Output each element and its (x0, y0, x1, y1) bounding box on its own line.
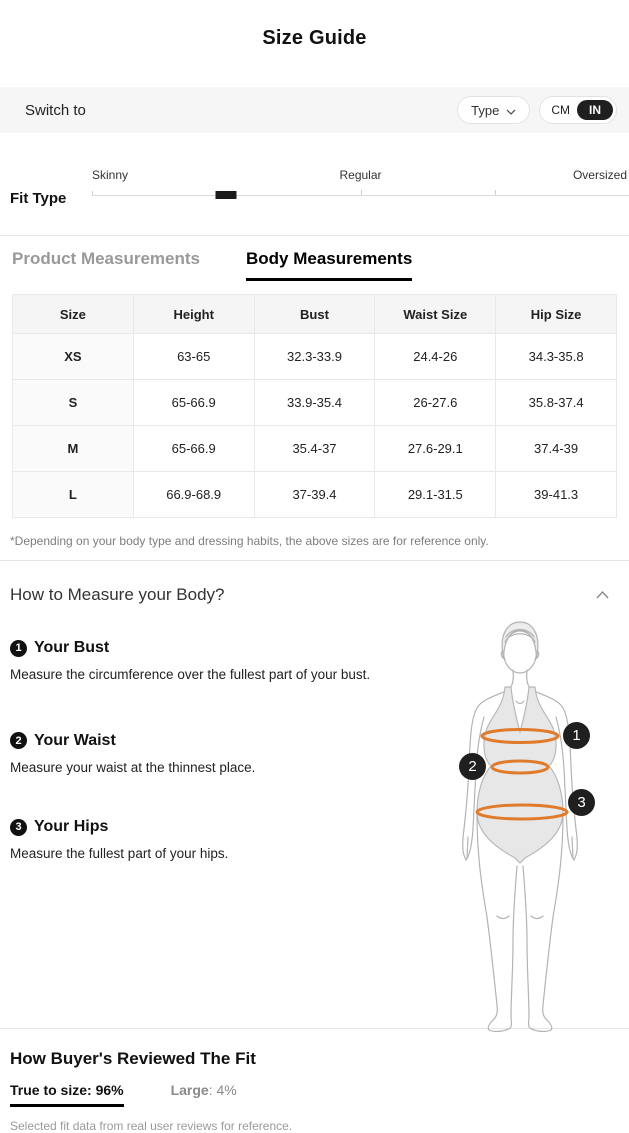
cell-value: 37-39.4 (254, 472, 375, 518)
size-table-header-row (13, 295, 617, 334)
cell-size: L (13, 472, 134, 518)
fit-option-regular[interactable]: Regular (339, 168, 382, 182)
measure-section-title: How to Measure your Body? (10, 585, 225, 604)
fit-type-slider-track[interactable] (92, 195, 629, 196)
step-number-badge: 1 (10, 640, 27, 657)
measure-item-description: Measure the circumference over the fullest part of your bust. (10, 667, 371, 682)
measure-section (0, 561, 629, 1028)
body-outline-drawing (420, 615, 620, 1035)
review-disclaimer: Selected fit data from real user reviews for reference. (10, 1119, 293, 1133)
cell-value: 37.4-39 (496, 426, 617, 472)
review-section-title: How Buyer's Reviewed The Fit (10, 1049, 256, 1068)
cell-value: 34.3-35.8 (496, 334, 617, 380)
body-figure-illustration (420, 615, 620, 1035)
measure-item-description: Measure the fullest part of your hips. (10, 846, 229, 862)
measure-item-title: Your Bust (34, 639, 110, 656)
fit-option-oversized[interactable]: Oversized (572, 168, 627, 182)
measure-item-title: Your Waist (34, 731, 116, 749)
stat-large-label: Large (170, 1082, 209, 1098)
switch-bar (0, 87, 629, 133)
cell-value: 39-41.3 (496, 472, 617, 518)
slider-tick (361, 190, 362, 195)
table-disclaimer: *Depending on your body type and dressing habits, the above sizes are for reference only. (10, 534, 489, 548)
measure-item-description: Measure your waist at the thinnest place. (10, 759, 256, 775)
fit-type-section (0, 168, 629, 208)
figure-badge-bust: 1 (563, 722, 590, 749)
review-section (0, 1049, 629, 1133)
type-dropdown-label: Type (471, 102, 500, 118)
unit-option-cm[interactable]: CM (551, 103, 570, 117)
figure-badge-hips: 3 (568, 789, 595, 816)
cell-value: 24.4-26 (375, 334, 496, 380)
cell-value: 32.3-33.9 (254, 334, 375, 380)
measurement-tabs (0, 236, 629, 281)
type-dropdown-button[interactable] (457, 96, 530, 124)
cell-value: 66.9-68.9 (133, 472, 254, 518)
cell-value: 26-27.6 (375, 380, 496, 426)
slider-tick (92, 191, 93, 196)
cell-value: 65-66.9 (133, 426, 254, 472)
cell-value: 63-65 (133, 334, 254, 380)
fit-type-label: Fit Type (10, 190, 67, 207)
cell-value: 29.1-31.5 (375, 472, 496, 518)
table-row (13, 426, 617, 472)
table-row (13, 472, 617, 518)
slider-tick (495, 190, 496, 195)
cell-value: 35.4-37 (254, 426, 375, 472)
stat-large-value: : 4% (208, 1082, 237, 1098)
col-header-bust: Bust (254, 295, 375, 334)
cell-value: 27.6-29.1 (375, 426, 496, 472)
cell-value: 35.8-37.4 (496, 380, 617, 426)
size-table (12, 294, 617, 518)
cell-size: XS (13, 334, 134, 380)
tab-product-measurements[interactable]: Product Measurements (12, 249, 200, 268)
stat-large[interactable] (171, 1082, 237, 1098)
switch-to-label: Switch to (25, 101, 86, 119)
cell-size: S (13, 380, 134, 426)
cell-value: 65-66.9 (133, 380, 254, 426)
collapse-section-button[interactable] (592, 582, 619, 608)
cell-value: 33.9-35.4 (254, 380, 375, 426)
col-header-height: Height (133, 295, 254, 334)
unit-option-in-selected[interactable]: IN (577, 100, 613, 120)
unit-toggle[interactable] (539, 96, 617, 124)
stat-true-to-size[interactable]: True to size: 96% (10, 1082, 124, 1107)
chevron-up-icon (596, 586, 609, 603)
table-row (13, 380, 617, 426)
tab-body-measurements[interactable]: Body Measurements (246, 249, 412, 281)
page-title: Size Guide (262, 27, 367, 49)
fit-option-skinny[interactable]: Skinny (92, 168, 129, 182)
fit-type-handle[interactable] (216, 191, 237, 199)
col-header-size: Size (13, 295, 134, 334)
measure-item-title: Your Hips (34, 818, 109, 836)
col-header-waist: Waist Size (375, 295, 496, 334)
table-row (13, 334, 617, 380)
cell-size: M (13, 426, 134, 472)
chevron-down-icon (506, 103, 516, 118)
figure-badge-waist: 2 (459, 753, 486, 780)
step-number-badge: 3 (10, 819, 27, 836)
step-number-badge: 2 (10, 732, 27, 749)
col-header-hip: Hip Size (496, 295, 617, 334)
fit-type-slider[interactable] (92, 168, 629, 208)
